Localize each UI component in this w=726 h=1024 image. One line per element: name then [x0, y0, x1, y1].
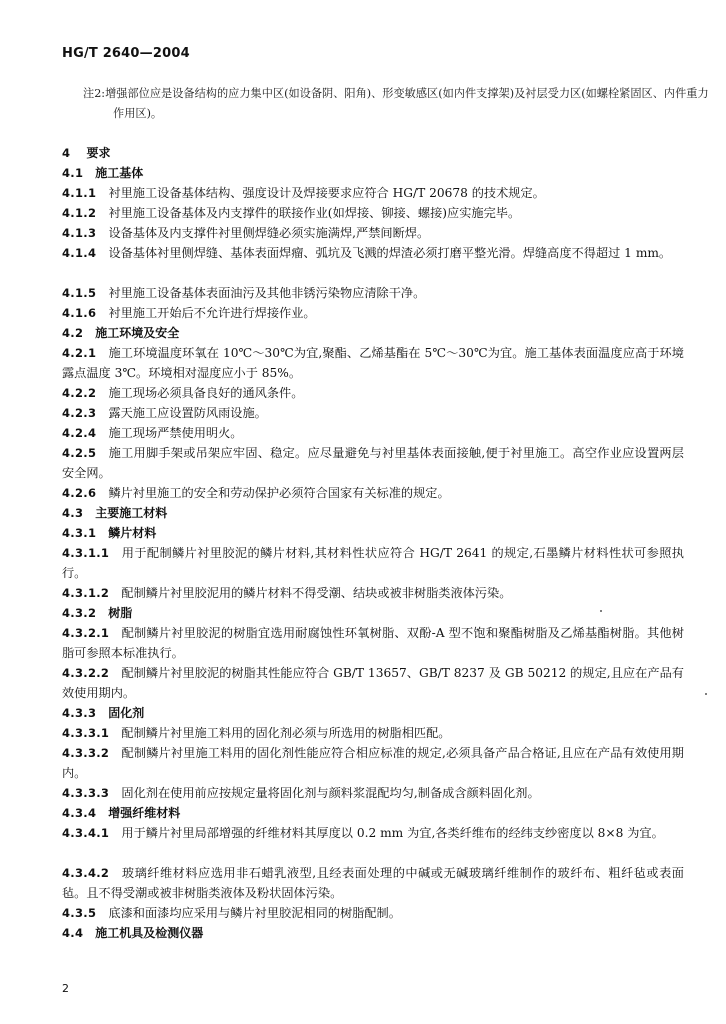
clause-number: 4.3.5 — [62, 906, 97, 920]
clause-number: 4.1.6 — [62, 306, 97, 320]
clause — [62, 343, 684, 383]
clause-number: 4.1.5 — [62, 286, 97, 300]
clause — [62, 903, 684, 923]
clause-number: 4.2.3 — [62, 406, 97, 420]
section-heading — [62, 923, 684, 943]
clause — [62, 543, 684, 583]
standard-code-header: HG/T 2640—2004 — [62, 46, 190, 61]
clause — [62, 303, 684, 323]
clause-number: 4.3.3 — [62, 706, 97, 720]
section-heading — [62, 703, 684, 723]
clause-number: 4 — [62, 146, 71, 160]
clause-text: 衬里施工设备基体表面油污及其他非锈污染物应清除干净。 — [108, 286, 426, 300]
clause-text: 配制鳞片衬里胶泥的树脂宜选用耐腐蚀性环氧树脂、双酚-A 型不饱和聚酯树脂及乙烯基酯树脂。其他树脂可参照本标准执行。 — [62, 626, 684, 660]
clause — [62, 583, 684, 603]
clause-text: 配制鳞片衬里胶泥用的鳞片材料不得受潮、结块或被非树脂类液体污染。 — [121, 586, 512, 600]
clause-text: 底漆和面漆均应采用与鳞片衬里胶泥相同的树脂配制。 — [108, 906, 401, 920]
clause-number: 4.2.6 — [62, 486, 97, 500]
clause — [62, 823, 684, 863]
note-2: 注2:增强部位应是设备结构的应力集中区(如设备阴、阳角)、形变敏感区(如内件支撑架)及衬层受力区(如螺栓紧固区、内件重力作用区)。 — [83, 87, 709, 120]
clause — [62, 663, 684, 703]
heading-title: 施工基体 — [95, 166, 144, 180]
section-heading — [62, 603, 684, 623]
clause-text: 施工现场必须具备良好的通风条件。 — [108, 386, 304, 400]
chapter-heading — [62, 143, 684, 163]
clause — [62, 423, 684, 443]
clause-text: 固化剂在使用前应按规定量将固化剂与颜料浆混配均匀,制备成含颜料固化剂。 — [121, 786, 540, 800]
clause-number: 4.2.4 — [62, 426, 97, 440]
section-heading — [62, 323, 684, 343]
clause-text: 露天施工应设置防风雨设施。 — [108, 406, 267, 420]
clause-number: 4.1.4 — [62, 246, 97, 260]
heading-title: 施工环境及安全 — [95, 326, 180, 340]
clause — [62, 183, 684, 203]
clause-text: 用于配制鳞片衬里胶泥的鳞片材料,其材料性状应符合 HG/T 2641 的规定,石墨鳞片材料性状可参照执行。 — [62, 546, 684, 580]
heading-title: 鳞片材料 — [108, 526, 157, 540]
section-heading — [62, 523, 684, 543]
clause — [62, 483, 684, 503]
heading-title: 增强纤维材料 — [108, 806, 181, 820]
clause — [62, 723, 684, 743]
clause-number: 4.3.4 — [62, 806, 97, 820]
clause-number: 4.3.2 — [62, 606, 97, 620]
clause — [62, 203, 684, 223]
clause-text: 配制鳞片衬里施工料用的固化剂性能应符合相应标准的规定,必须具备产品合格证,且应在产品有效使用期内。 — [62, 746, 684, 780]
clause-number: 4.2.1 — [62, 346, 97, 360]
clause-text: 衬里施工设备基体及内支撑件的联接作业(如焊接、铆接、螺接)应实施完毕。 — [108, 206, 521, 220]
clause — [62, 783, 684, 803]
clause — [62, 443, 684, 483]
scan-speck — [600, 610, 602, 612]
document-body — [62, 130, 684, 943]
clause — [62, 623, 684, 663]
clause-number: 4.3.1 — [62, 526, 97, 540]
clause-number: 4.1.1 — [62, 186, 97, 200]
clause-number: 4.4 — [62, 926, 84, 940]
scan-speck — [705, 693, 707, 695]
clause-text: 配制鳞片衬里施工料用的固化剂必须与所选用的树脂相匹配。 — [121, 726, 451, 740]
clause-number: 4.3.1.1 — [62, 546, 110, 560]
clause — [62, 283, 684, 303]
clause-number: 4.2.2 — [62, 386, 97, 400]
clause-number: 4.1.2 — [62, 206, 97, 220]
clause-number: 4.3.4.2 — [62, 866, 110, 880]
heading-title: 要求 — [86, 146, 111, 160]
clause-text: 施工环境温度环氧在 10℃～30℃为宜,聚酯、乙烯基酯在 5℃～30℃为宜。施工基体表面温度应高于环境露点温度 3℃。环境相对湿度应小于 85%。 — [62, 346, 684, 380]
heading-title: 施工机具及检测仪器 — [95, 926, 204, 940]
clause-text: 衬里施工设备基体结构、强度设计及焊接要求应符合 HG/T 20678 的技术规定。 — [108, 186, 545, 200]
clause-text: 鳞片衬里施工的安全和劳动保护必须符合国家有关标准的规定。 — [108, 486, 450, 500]
section-heading — [62, 503, 684, 523]
clause-number: 4.3.3.1 — [62, 726, 110, 740]
clause-number: 4.2.5 — [62, 446, 97, 460]
clause-number: 4.3 — [62, 506, 84, 520]
clause-number: 4.1 — [62, 166, 84, 180]
clause — [62, 223, 684, 243]
clause-text: 用于鳞片衬里局部增强的纤维材料其厚度以 0.2 mm 为宜,各类纤维布的经纬支纱密度以 8×8 为宜。 — [121, 826, 664, 840]
clause — [62, 403, 684, 423]
clause-text: 施工用脚手架或吊架应牢固、稳定。应尽量避免与衬里基体表面接触,便于衬里施工。高空作业应设置两层安全网。 — [62, 446, 684, 480]
clause-number: 4.2 — [62, 326, 84, 340]
heading-title: 树脂 — [108, 606, 133, 620]
clause — [62, 243, 684, 283]
clause-number: 4.1.3 — [62, 226, 97, 240]
page-number: 2 — [62, 982, 69, 995]
clause-text: 配制鳞片衬里胶泥的树脂其性能应符合 GB/T 13657、GB/T 8237 及 GB 50212 的规定,且应在产品有效使用期内。 — [62, 666, 684, 700]
clause — [62, 383, 684, 403]
clause-text: 衬里施工开始后不允许进行焊接作业。 — [108, 306, 316, 320]
clause — [62, 743, 684, 783]
section-heading — [62, 803, 684, 823]
clause-number: 4.3.4.1 — [62, 826, 110, 840]
clause-text: 玻璃纤维材料应选用非石蜡乳液型,且经表面处理的中碱或无碱玻璃纤维制作的玻纤布、粗纤毡或表面毡。且不得受潮或被非树脂类液体及粉状固体污染。 — [62, 866, 684, 900]
heading-title: 固化剂 — [108, 706, 145, 720]
clause-text: 设备基体及内支撑件衬里侧焊缝必须实施满焊,严禁间断焊。 — [108, 226, 430, 240]
clause-number: 4.3.2.1 — [62, 626, 110, 640]
clause-number: 4.3.2.2 — [62, 666, 110, 680]
section-heading — [62, 163, 684, 183]
clause-text: 设备基体衬里侧焊缝、基体表面焊瘤、弧坑及飞溅的焊渣必须打磨平整光滑。焊缝高度不得超过 1 mm。 — [108, 246, 672, 260]
clause-number: 4.3.3.3 — [62, 786, 110, 800]
clause-number: 4.3.3.2 — [62, 746, 110, 760]
clause — [62, 863, 684, 903]
heading-title: 主要施工材料 — [95, 506, 168, 520]
clause-text: 施工现场严禁使用明火。 — [108, 426, 243, 440]
clause-number: 4.3.1.2 — [62, 586, 110, 600]
